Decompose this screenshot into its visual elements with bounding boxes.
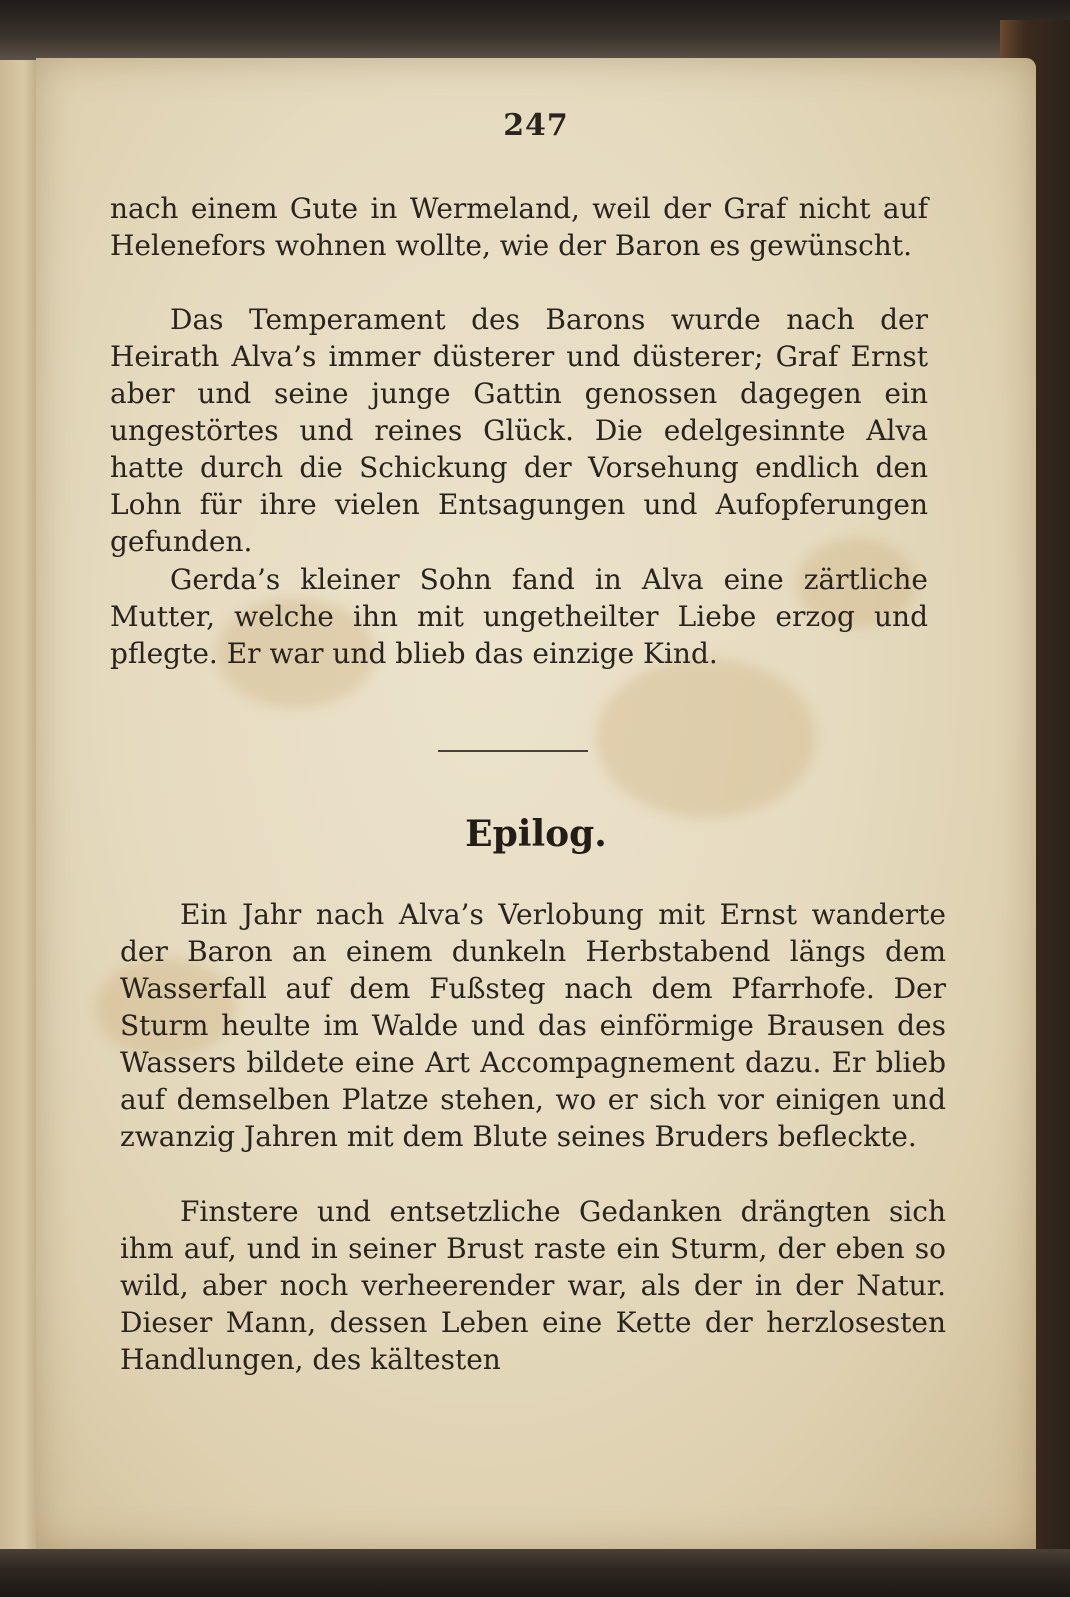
- section-heading: Epilog.: [465, 813, 607, 855]
- page-number: 247: [503, 108, 569, 143]
- paragraph-continuation: nach einem Gute in Wermeland, weil der Graf nicht auf Helenefors wohnen wollte, wie der Baron es gewünscht.: [110, 192, 928, 262]
- book-page: [36, 58, 1036, 1550]
- section-divider: [438, 750, 588, 752]
- paragraph-epilog-1: Ein Jahr nach Alva’s Verlobung mit Ernst wanderte der Baron an einem dunkeln Herbstabend längs dem Wasserfall auf dem Fußsteg nach dem Pfarrhofe. Der Sturm heulte im Walde und das einförmige Brausen des Wassers bildete eine Art Accompagnement dazu. Er blieb auf demselben Platze stehen, wo er sich vor einigen und zwanzig Jahren mit dem Blute seines Bruders befleckte.: [120, 898, 946, 1153]
- paragraph-temperament: Das Temperament des Barons wurde nach der Heirath Alva’s immer düsterer und düsterer; Graf Ernst aber und seine junge Gattin genossen dagegen ein ungestörtes und reines Glück. Die edelgesinnte Alva hatte durch die Schickung der Vorsehung endlich den Lohn für ihre vielen Entsagungen und Aufopferungen gefunden.: [110, 303, 928, 558]
- scan-background-bottom: [0, 1549, 1070, 1597]
- foxing-stain: [596, 658, 816, 818]
- facing-page-edge: [0, 60, 40, 1550]
- paragraph-epilog-2: Finstere und entsetzliche Gedanken drängten sich ihm auf, und in seiner Brust raste ein Sturm, der eben so wild, aber noch verheerender war, als der in der Natur. Dieser Mann, dessen Leben eine Kette der herzlosesten Handlungen, des kältesten: [120, 1195, 946, 1376]
- paragraph-gerda: Gerda’s kleiner Sohn fand in Alva eine zärtliche Mutter, welche ihn mit ungetheilter Liebe erzog und pflegte. Er war und blieb das einzige Kind.: [110, 563, 928, 670]
- scan-background-top: [0, 0, 1070, 60]
